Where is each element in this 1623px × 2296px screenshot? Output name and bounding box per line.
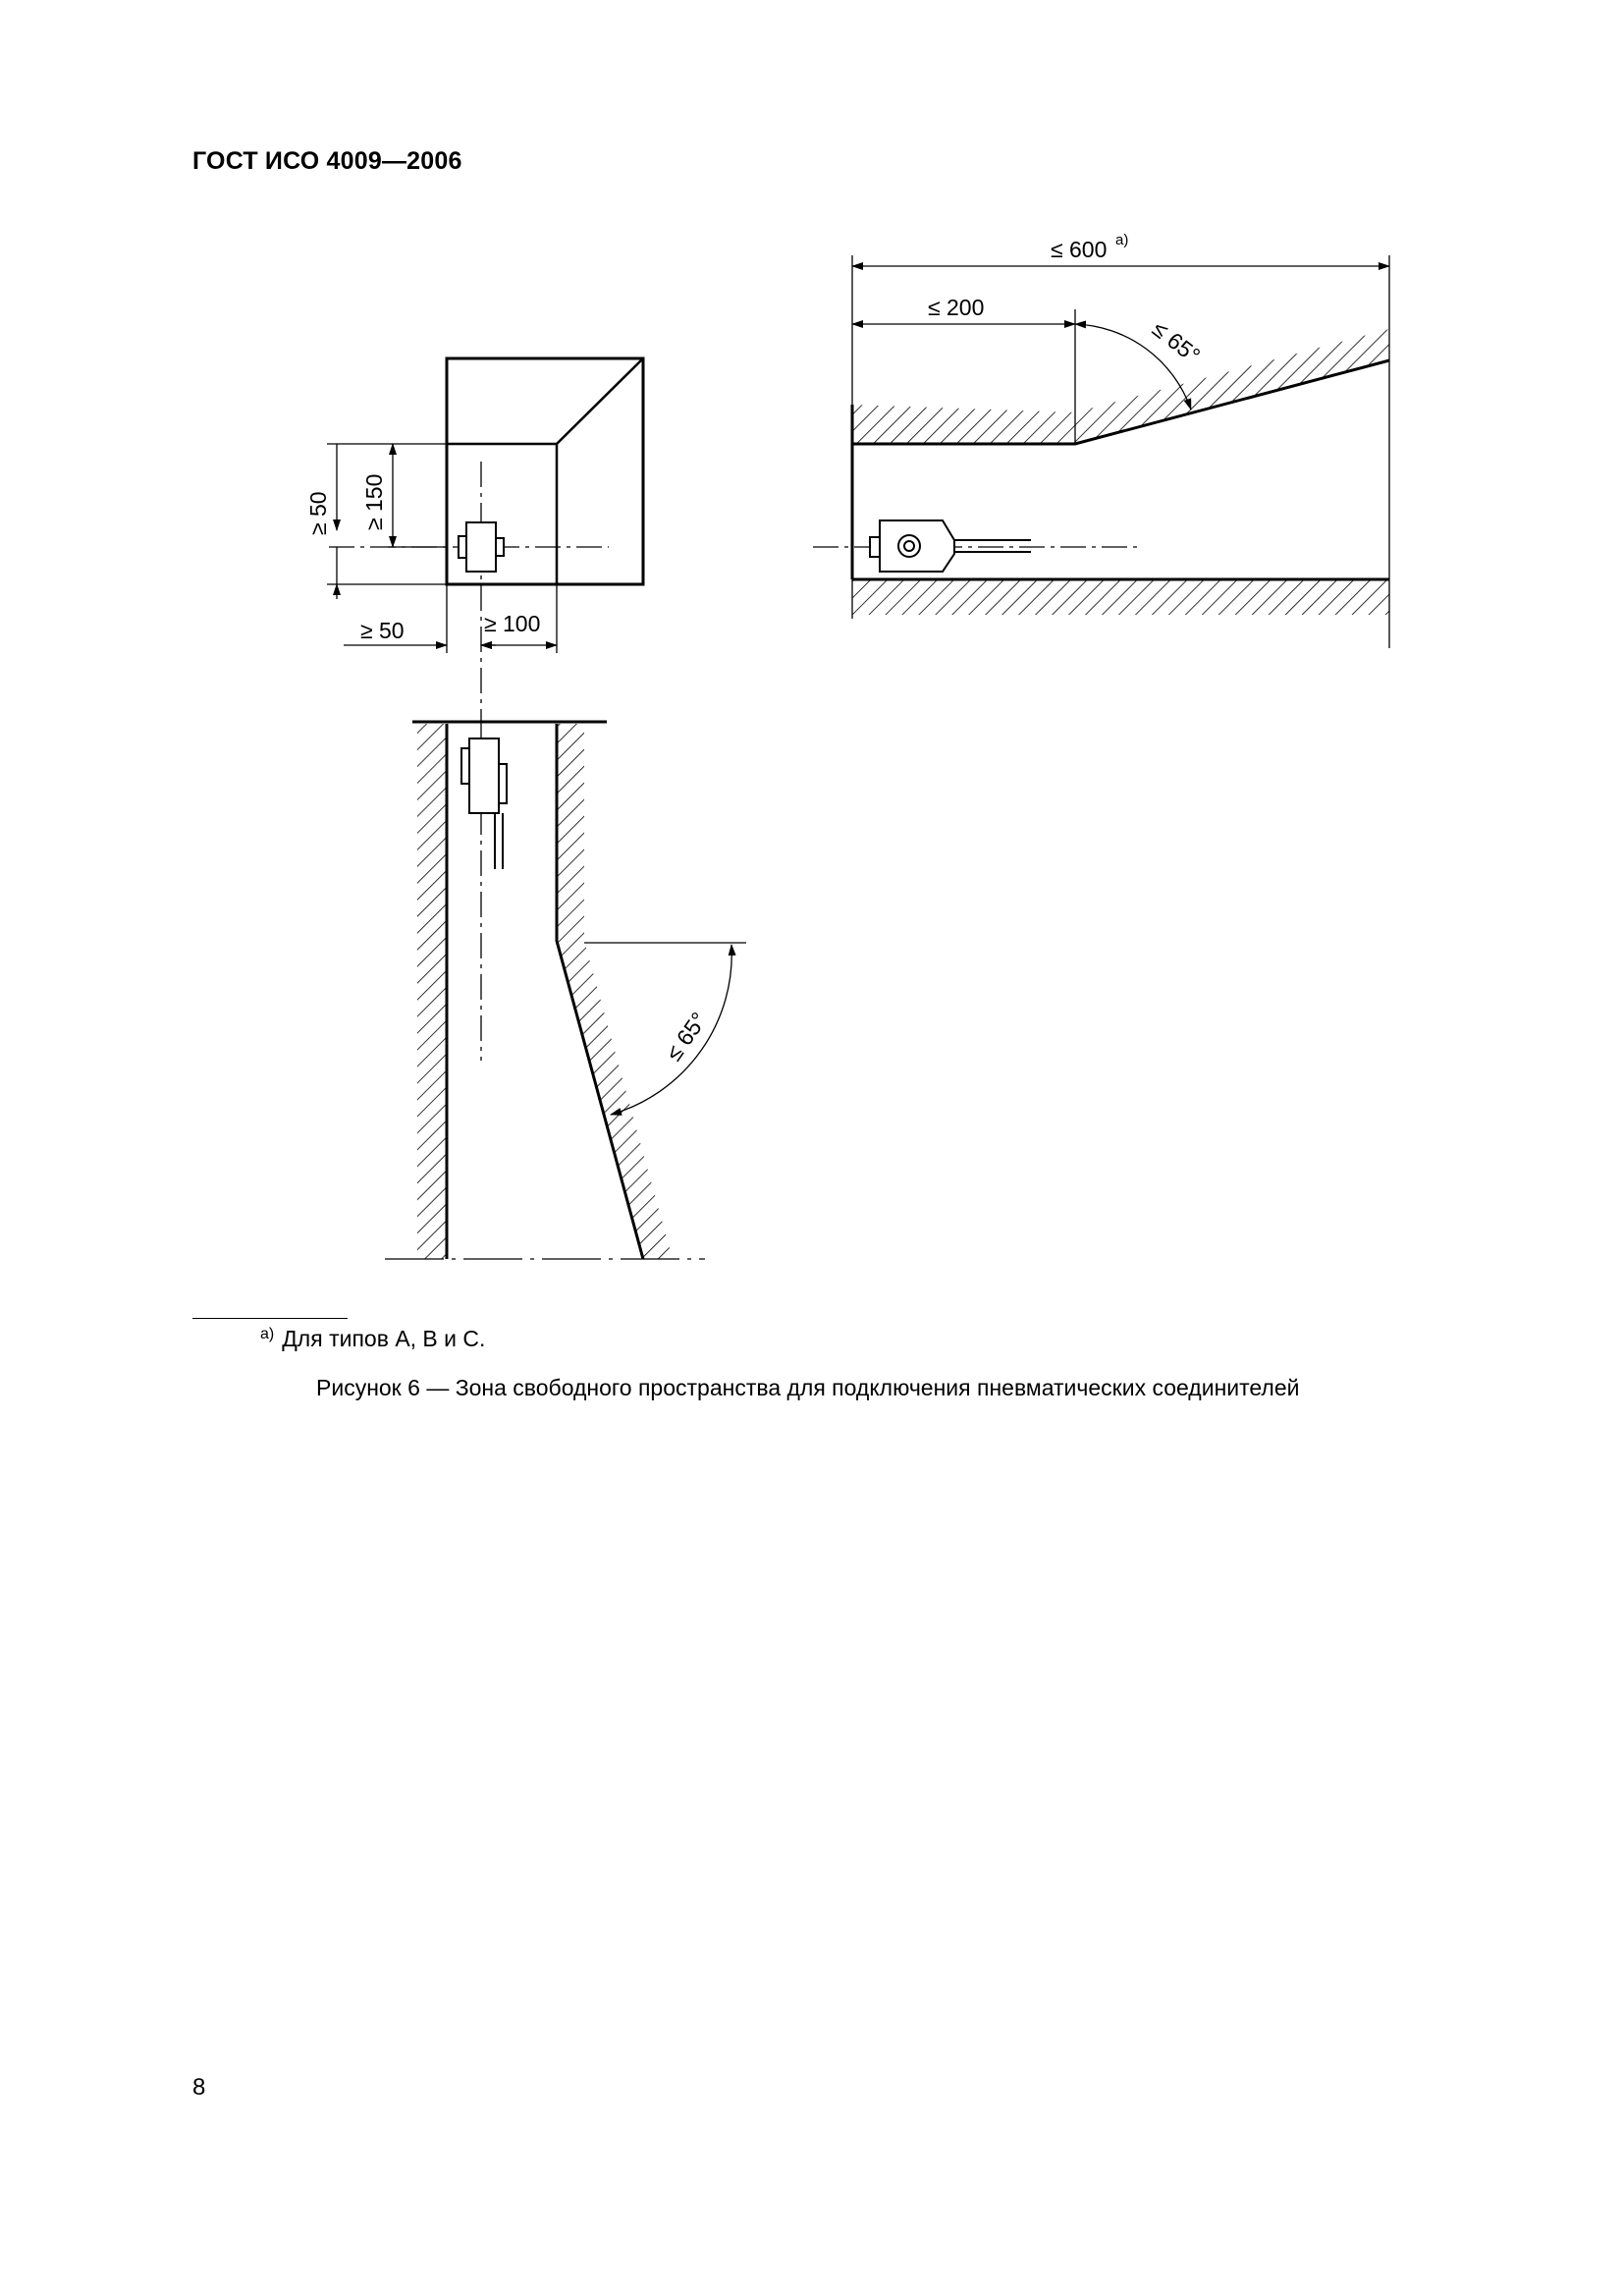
coupling-front-icon — [459, 522, 504, 572]
dim-ge-150-vertical: ≥ 150 — [361, 473, 387, 530]
dim-ge-100-horizontal: ≥ 100 — [484, 611, 541, 636]
coupling-side-icon — [870, 520, 1031, 572]
coupling-section-icon — [461, 738, 507, 869]
dim-le-600: ≤ 600 — [1051, 237, 1108, 262]
front-view-diagonal — [557, 358, 643, 444]
footnote-rule — [192, 1318, 348, 1319]
side-view — [813, 232, 1389, 648]
footnote-text: Для типов А, В и С. — [282, 1326, 486, 1351]
angle-side-view: ≤ 65° — [1147, 315, 1206, 369]
footnote-marker: а) — [260, 1326, 275, 1342]
dim-le-200: ≤ 200 — [928, 295, 985, 320]
dim-le-600-note: а) — [1115, 232, 1129, 248]
page-number: 8 — [192, 2074, 206, 2101]
dim-ge-50-horizontal: ≥ 50 — [360, 618, 405, 643]
dim-ge-50-vertical: ≥ 50 — [305, 491, 331, 535]
footnote — [260, 1326, 485, 1352]
front-view-inner-frame — [447, 444, 557, 584]
angle-section-view: ≤ 65° — [660, 1007, 712, 1066]
section-view — [385, 722, 746, 1259]
document-header: ГОСТ ИСО 4009—2006 — [192, 147, 462, 175]
front-view — [305, 358, 643, 727]
figure-caption: Рисунок 6 — Зона свободного пространства для подключения пневматических соединителей — [316, 1375, 1300, 1400]
